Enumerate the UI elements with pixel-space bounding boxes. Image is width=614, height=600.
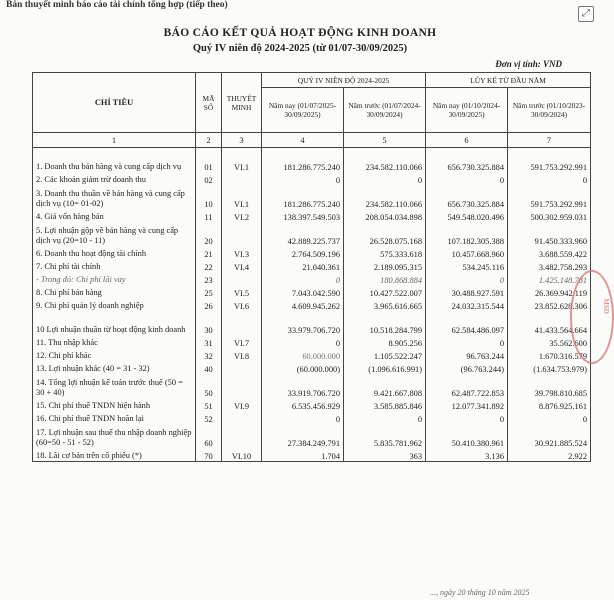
row-code: 25 [196, 285, 222, 298]
col-header-chi-tieu: CHỈ TIÊU [33, 73, 196, 133]
row-y-this: 0 [426, 272, 508, 285]
row-q-this: 1.704 [262, 448, 344, 462]
row-code: 26 [196, 298, 222, 311]
row-q-this: 33.979.706.720 [262, 311, 344, 335]
row-note: VI.8 [222, 348, 262, 361]
row-label: 18. Lãi cơ bản trên cổ phiếu (*) [33, 448, 196, 462]
page-subtitle: Quý IV niên độ 2024-2025 (từ 01/07-30/09/2025) [192, 43, 408, 54]
row-q-prev: 10.427.522.007 [344, 285, 426, 298]
row-y-this: 0 [426, 172, 508, 185]
row-q-this: 2.764.509.196 [262, 246, 344, 259]
row-y-prev: 8.876.925.161 [508, 398, 591, 411]
row-q-this: 181.286.775.240 [262, 148, 344, 173]
table-row [33, 246, 591, 259]
row-note: VI.7 [222, 335, 262, 348]
row-note: VI.10 [222, 448, 262, 462]
row-label: 8. Chi phí bán hàng [33, 285, 196, 298]
row-y-this: 62.487.722.853 [426, 374, 508, 398]
row-label: 3. Doanh thu thuần về bán hàng và cung cấp dịch vụ (10= 01-02) [33, 185, 196, 209]
row-note [222, 424, 262, 448]
row-q-prev: 3.585.885.846 [344, 398, 426, 411]
row-y-prev: 35.562.600 [508, 335, 591, 348]
header-note: Bản thuyết minh báo cáo tài chính tổng hợp (tiếp theo) [6, 0, 228, 10]
row-q-this: 60.000.000 [262, 348, 344, 361]
row-q-prev: (1.096.616.991) [344, 361, 426, 374]
row-code: 20 [196, 222, 222, 246]
row-label: 5. Lợi nhuận gộp về bán hàng và cung cấp dịch vụ (20=10 - 11) [33, 222, 196, 246]
company-stamp [570, 270, 614, 364]
column-number-row [33, 133, 591, 148]
row-y-this: 534.245.116 [426, 259, 508, 272]
row-code: 40 [196, 361, 222, 374]
row-note: VI.9 [222, 398, 262, 411]
row-label: 1. Doanh thu bán hàng và cung cấp dịch vụ [33, 148, 196, 173]
table-row [33, 172, 591, 185]
row-label: 14. Tổng lợi nhuận kế toán trước thuế (50 = 30 + 40) [33, 374, 196, 398]
row-y-this: 0 [426, 335, 508, 348]
row-q-prev: 575.333.618 [344, 246, 426, 259]
table-row [33, 209, 591, 222]
row-y-this: 549.548.020.496 [426, 209, 508, 222]
row-y-prev: 3.688.559.422 [508, 246, 591, 259]
row-q-this: 6.535.456.929 [262, 398, 344, 411]
table-row [33, 222, 591, 246]
table-row [33, 298, 591, 311]
row-note [222, 311, 262, 335]
col-header-y-this: Năm nay (01/10/2024-30/09/2025) [426, 88, 508, 133]
col-number: 3 [222, 133, 262, 148]
col-number: 2 [196, 133, 222, 148]
row-note [222, 361, 262, 374]
row-q-prev: 363 [344, 448, 426, 462]
row-q-this: 138.397.549.503 [262, 209, 344, 222]
table-row [33, 348, 591, 361]
row-y-prev: 0 [508, 172, 591, 185]
col-group-ytd: LŨY KẾ TỪ ĐẦU NĂM [426, 73, 591, 88]
expand-icon[interactable]: ⤢ [578, 6, 594, 22]
row-y-prev: 26.369.942.119 [508, 285, 591, 298]
row-q-prev: 1.105.522.247 [344, 348, 426, 361]
row-y-this: 656.730.325.884 [426, 185, 508, 209]
table-row [33, 411, 591, 424]
row-note [222, 411, 262, 424]
col-number: 7 [508, 133, 591, 148]
row-y-prev: 591.753.292.991 [508, 148, 591, 173]
row-y-this: 30.488.927.591 [426, 285, 508, 298]
table-row [33, 374, 591, 398]
currency-unit: Đơn vị tính: VND [495, 59, 562, 69]
row-q-this: 42.889.225.737 [262, 222, 344, 246]
table-row [33, 424, 591, 448]
col-header-y-prev: Năm trước (01/10/2023-30/09/2024) [508, 88, 591, 133]
row-code: 31 [196, 335, 222, 348]
col-number: 5 [344, 133, 426, 148]
row-note [222, 272, 262, 285]
table-row [33, 272, 591, 285]
col-group-quarter: QUÝ IV NIÊN ĐỘ 2024-2025 [262, 73, 426, 88]
row-y-this: 0 [426, 411, 508, 424]
row-y-prev: 39.798.810.685 [508, 374, 591, 398]
col-header-q-this: Năm nay (01/07/2025-30/09/2025) [262, 88, 344, 133]
col-header-thuyet-minh: THUYẾT MINH [222, 73, 262, 133]
row-label: - Trong đó: Chi phí lãi vay [33, 272, 196, 285]
row-q-prev: 2.189.095.315 [344, 259, 426, 272]
row-note: VI.1 [222, 148, 262, 173]
row-q-prev: 180.868.884 [344, 272, 426, 285]
row-y-prev: 3.482.758.293 [508, 259, 591, 272]
row-q-prev: 0 [344, 411, 426, 424]
row-note: VI.2 [222, 209, 262, 222]
row-q-prev: 234.582.110.066 [344, 148, 426, 173]
row-q-this: (60.000.000) [262, 361, 344, 374]
page-title: BÁO CÁO KẾT QUẢ HOẠT ĐỘNG KINH DOANH [163, 27, 437, 39]
table-row [33, 285, 591, 298]
row-note: VI.6 [222, 298, 262, 311]
row-y-prev: 500.302.959.031 [508, 209, 591, 222]
stamp-text: MSD [601, 298, 610, 314]
row-y-this: 12.077.341.892 [426, 398, 508, 411]
row-y-prev: 91.450.333.960 [508, 222, 591, 246]
row-y-prev: 41.433.564.664 [508, 311, 591, 335]
row-code: 50 [196, 374, 222, 398]
row-note: VI.3 [222, 246, 262, 259]
row-note: VI.4 [222, 259, 262, 272]
row-label: 6. Doanh thu hoạt động tài chính [33, 246, 196, 259]
row-y-prev: 30.921.885.524 [508, 424, 591, 448]
row-label: 17. Lợi nhuận sau thuế thu nhập doanh nghiệp (60=50 - 51 - 52) [33, 424, 196, 448]
row-y-this: 24.032.315.544 [426, 298, 508, 311]
row-code: 21 [196, 246, 222, 259]
table-row [33, 259, 591, 272]
row-label: 16. Chi phí thuế TNDN hoãn lại [33, 411, 196, 424]
row-q-this: 27.384.249.791 [262, 424, 344, 448]
row-q-prev: 208.054.034.898 [344, 209, 426, 222]
row-y-prev: 1.670.316.579 [508, 348, 591, 361]
row-y-prev: 2.922 [508, 448, 591, 462]
row-q-prev: 8.905.256 [344, 335, 426, 348]
row-q-this: 0 [262, 335, 344, 348]
row-q-this: 7.043.042.590 [262, 285, 344, 298]
row-code: 30 [196, 311, 222, 335]
row-label: 4. Giá vốn hàng bán [33, 209, 196, 222]
row-note [222, 374, 262, 398]
row-y-prev: 1.425.148.781 [508, 272, 591, 285]
row-q-prev: 10.518.284.799 [344, 311, 426, 335]
row-label: 13. Lợi nhuận khác (40 = 31 - 32) [33, 361, 196, 374]
row-y-prev: (1.634.753.979) [508, 361, 591, 374]
row-label: 7. Chi phí tài chính [33, 259, 196, 272]
table-row [33, 148, 591, 173]
table-row [33, 398, 591, 411]
row-code: 51 [196, 398, 222, 411]
row-y-this: 656.730.325.884 [426, 148, 508, 173]
row-y-this: 3.136 [426, 448, 508, 462]
row-q-prev: 26.528.075.168 [344, 222, 426, 246]
row-q-prev: 9.421.667.808 [344, 374, 426, 398]
table-row [33, 361, 591, 374]
row-label: 10 Lợi nhuận thuần từ hoạt động kinh doanh [33, 311, 196, 335]
row-note: VI.1 [222, 185, 262, 209]
table-row [33, 311, 591, 335]
row-code: 70 [196, 448, 222, 462]
row-q-prev: 3.965.616.665 [344, 298, 426, 311]
row-label: 11. Thu nhập khác [33, 335, 196, 348]
row-note: VI.5 [222, 285, 262, 298]
row-code: 22 [196, 259, 222, 272]
row-note [222, 222, 262, 246]
row-q-this: 181.286.775.240 [262, 185, 344, 209]
row-y-this: 10.457.668.960 [426, 246, 508, 259]
row-code: 32 [196, 348, 222, 361]
row-y-this: 96.763.244 [426, 348, 508, 361]
row-y-this: (96.763.244) [426, 361, 508, 374]
col-number: 6 [426, 133, 508, 148]
row-y-this: 107.182.305.388 [426, 222, 508, 246]
col-number: 4 [262, 133, 344, 148]
row-y-prev: 591.753.292.991 [508, 185, 591, 209]
row-code: 11 [196, 209, 222, 222]
row-code: 60 [196, 424, 222, 448]
table-row [33, 185, 591, 209]
row-y-prev: 23.852.628.306 [508, 298, 591, 311]
row-code: 10 [196, 185, 222, 209]
row-q-prev: 0 [344, 172, 426, 185]
row-y-this: 50.410.380.961 [426, 424, 508, 448]
row-code: 23 [196, 272, 222, 285]
row-q-this: 0 [262, 272, 344, 285]
table-row [33, 448, 591, 462]
footer-date: ..., ngày 20 tháng 10 năm 2025 [430, 588, 530, 597]
row-label: 2. Các khoản giảm trừ doanh thu [33, 172, 196, 185]
col-header-ma-so: MÃ SỐ [196, 73, 222, 133]
row-note [222, 172, 262, 185]
row-label: 9. Chi phí quản lý doanh nghiệp [33, 298, 196, 311]
row-label: 12. Chi phí khác [33, 348, 196, 361]
row-q-this: 0 [262, 172, 344, 185]
row-y-this: 62.584.486.097 [426, 311, 508, 335]
table-row [33, 335, 591, 348]
col-header-q-prev: Năm trước (01/07/2024-30/09/2024) [344, 88, 426, 133]
row-label: 15. Chi phí thuế TNDN hiện hành [33, 398, 196, 411]
col-number: 1 [33, 133, 196, 148]
row-q-prev: 5.835.781.962 [344, 424, 426, 448]
row-q-this: 21.040.361 [262, 259, 344, 272]
row-code: 02 [196, 172, 222, 185]
row-y-prev: 0 [508, 411, 591, 424]
row-code: 01 [196, 148, 222, 173]
row-q-this: 0 [262, 411, 344, 424]
income-statement-table [32, 72, 591, 462]
row-q-this: 4.609.945.262 [262, 298, 344, 311]
row-code: 52 [196, 411, 222, 424]
row-q-this: 33.919.706.720 [262, 374, 344, 398]
row-q-prev: 234.582.110.066 [344, 185, 426, 209]
